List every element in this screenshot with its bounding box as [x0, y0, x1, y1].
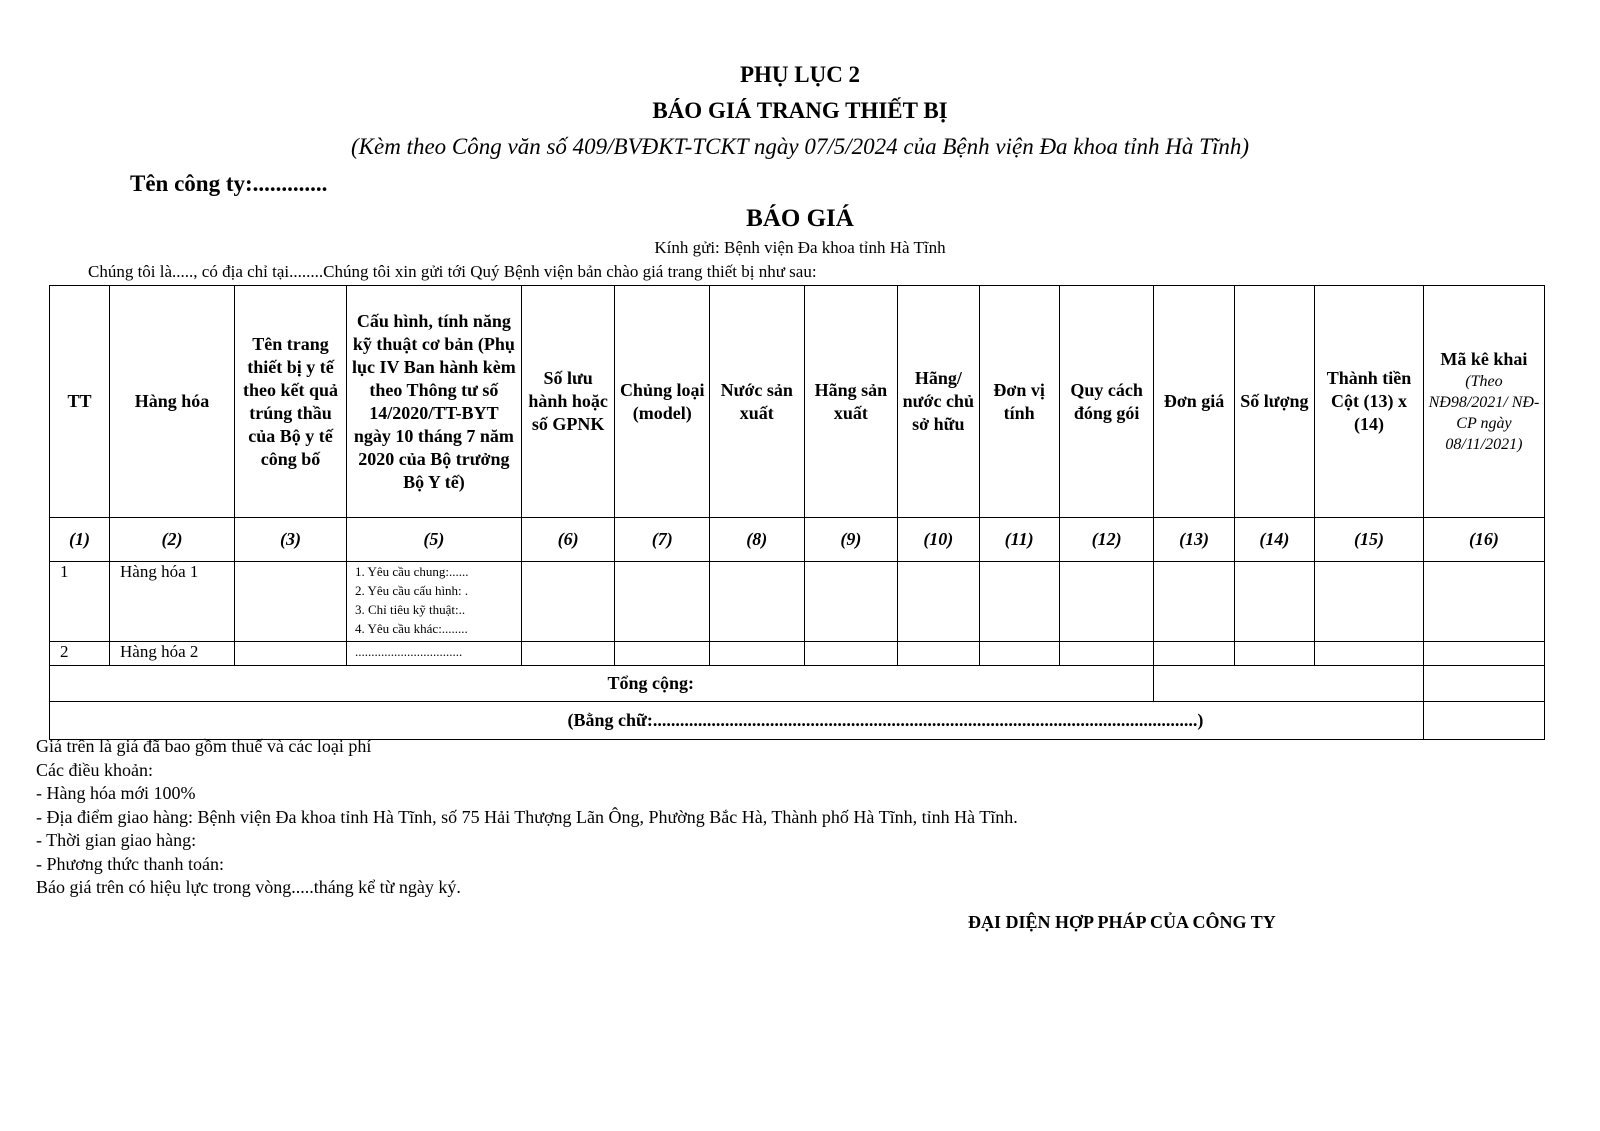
row-cell: [1315, 562, 1424, 642]
terms-line: Các điều khoản:: [36, 759, 153, 780]
terms-section: [36, 735, 1018, 900]
company-name-line: Tên công ty:.............: [130, 171, 328, 196]
column-number: (16): [1423, 518, 1544, 562]
row-cell: [804, 642, 898, 666]
column-number: (6): [521, 518, 615, 562]
row-requirements: [346, 642, 521, 666]
total-row: [50, 666, 1545, 702]
column-number: (7): [615, 518, 710, 562]
row-requirements: [346, 562, 521, 642]
column-number: (5): [346, 518, 521, 562]
terms-line: - Thời gian giao hàng:: [36, 830, 197, 850]
document-title: BÁO GIÁ TRANG THIẾT BỊ: [652, 98, 948, 123]
column-number: (11): [979, 518, 1059, 562]
header-device-name: Tên trang thiết bị y tế theo kết quả trúng thầu của Bộ y tế công bố: [235, 286, 347, 518]
row-cell: [898, 642, 979, 666]
row-cell: [710, 562, 805, 642]
intro-line: Chúng tôi là....., có địa chỉ tại........Chúng tôi xin gửi tới Quý Bệnh viện bản chào giá trang thiết bị như sau:: [88, 262, 817, 281]
document-subtitle: (Kèm theo Công văn số 409/BVĐKT-TCKT ngày 07/5/2024 của Bệnh viện Đa khoa tỉnh Hà Tĩnh): [350, 134, 1249, 159]
column-number: (14): [1234, 518, 1314, 562]
row-cell: [1154, 562, 1234, 642]
in-words-row: [50, 702, 1545, 740]
table-row: [50, 642, 1545, 666]
terms-line: Báo giá trên có hiệu lực trong vòng.....tháng kể từ ngày ký.: [36, 877, 461, 897]
row-cell: [615, 642, 710, 666]
row-device-name: [235, 642, 347, 666]
annex-title: PHỤ LỤC 2: [739, 62, 861, 87]
column-number: (3): [235, 518, 347, 562]
column-number: (13): [1154, 518, 1234, 562]
signature-title: ĐẠI DIỆN HỢP PHÁP CỦA CÔNG TY: [968, 912, 1276, 932]
row-goods: Hàng hóa 2: [110, 642, 235, 666]
row-tt: 1: [50, 562, 110, 642]
header-config: Cấu hình, tính năng kỹ thuật cơ bản (Phụ lục IV Ban hành kèm theo Thông tư số 14/2020/TT-BYT ngày 10 tháng 7 năm 2020 của Bộ trưởng Bộ Y tế): [346, 286, 521, 518]
requirement-line: 2. Yêu cầu cấu hình: .: [354, 583, 469, 598]
row-cell: [1154, 642, 1234, 666]
row-cell: [710, 642, 805, 666]
row-cell: [521, 562, 615, 642]
row-cell: [898, 562, 979, 642]
column-number: (9): [804, 518, 898, 562]
header-unit: Đơn vị tính: [979, 286, 1059, 518]
row-cell: [979, 562, 1059, 642]
requirement-line: 4. Yêu cầu khác:........: [354, 621, 468, 636]
total-extra-cell: [1423, 666, 1544, 702]
row-cell: [1315, 642, 1424, 666]
row-cell: [521, 642, 615, 666]
header-country: Nước sản xuất: [710, 286, 805, 518]
header-unit-price: Đơn giá: [1154, 286, 1234, 518]
recipient-line: Kính gửi: Bệnh viện Đa khoa tỉnh Hà Tĩnh: [654, 238, 946, 257]
total-label: Tổng cộng:: [50, 666, 1154, 702]
in-words-label: (Bằng chữ:.........................................................................................................................): [50, 702, 1424, 740]
terms-line: Giá trên là giá đã bao gồm thuế và các loại phí: [36, 736, 372, 756]
row-cell: [1423, 642, 1544, 666]
quote-table: [49, 285, 1545, 740]
header-packing: Quy cách đóng gói: [1059, 286, 1154, 518]
row-goods: Hàng hóa 1: [110, 562, 235, 642]
declaration-code-label: Mã kê khai: [1440, 349, 1528, 369]
column-number: (12): [1059, 518, 1154, 562]
column-number: (2): [110, 518, 235, 562]
column-number-row: [50, 518, 1545, 562]
header-row: [50, 286, 1545, 518]
row-device-name: [235, 562, 347, 642]
header-goods: Hàng hóa: [110, 286, 235, 518]
total-amount-cell: [1154, 666, 1423, 702]
row-cell: [804, 562, 898, 642]
header-declaration-code: [1423, 286, 1544, 518]
column-number: (10): [898, 518, 979, 562]
terms-line: - Địa điểm giao hàng: Bệnh viện Đa khoa tỉnh Hà Tĩnh, số 75 Hải Thượng Lãn Ông, Phường Bắc Hà, Thành phố Hà Tĩnh, tỉnh Hà Tĩnh.: [36, 806, 1018, 827]
column-number: (15): [1315, 518, 1424, 562]
row-cell: [615, 562, 710, 642]
requirement-line: 3. Chỉ tiêu kỹ thuật:..: [354, 602, 466, 617]
header-owner: Hãng/ nước chủ sở hữu: [898, 286, 979, 518]
requirement-line: 1. Yêu cầu chung:......: [354, 564, 469, 579]
column-number: (8): [710, 518, 805, 562]
header-license: Số lưu hành hoặc số GPNK: [521, 286, 615, 518]
header-manufacturer: Hãng sản xuất: [804, 286, 898, 518]
quote-title: BÁO GIÁ: [746, 205, 854, 232]
row-cell: [979, 642, 1059, 666]
row-cell: [1059, 562, 1154, 642]
header-tt: TT: [50, 286, 110, 518]
row-cell: [1234, 562, 1314, 642]
in-words-extra-cell: [1423, 702, 1544, 740]
requirement-line: .................................: [354, 644, 463, 659]
header-model: Chủng loại (model): [615, 286, 710, 518]
row-cell: [1059, 642, 1154, 666]
table-row: [50, 562, 1545, 642]
terms-line: - Phương thức thanh toán:: [36, 853, 225, 874]
terms-line: - Hàng hóa mới 100%: [36, 783, 196, 803]
header-amount: Thành tiền Cột (13) x (14): [1315, 286, 1424, 518]
column-number: (1): [50, 518, 110, 562]
row-cell: [1423, 562, 1544, 642]
row-tt: 2: [50, 642, 110, 666]
row-cell: [1234, 642, 1314, 666]
header-quantity: Số lượng: [1234, 286, 1314, 518]
declaration-note: (Theo NĐ98/2021/ NĐ-CP ngày 08/11/2021): [1428, 373, 1540, 453]
